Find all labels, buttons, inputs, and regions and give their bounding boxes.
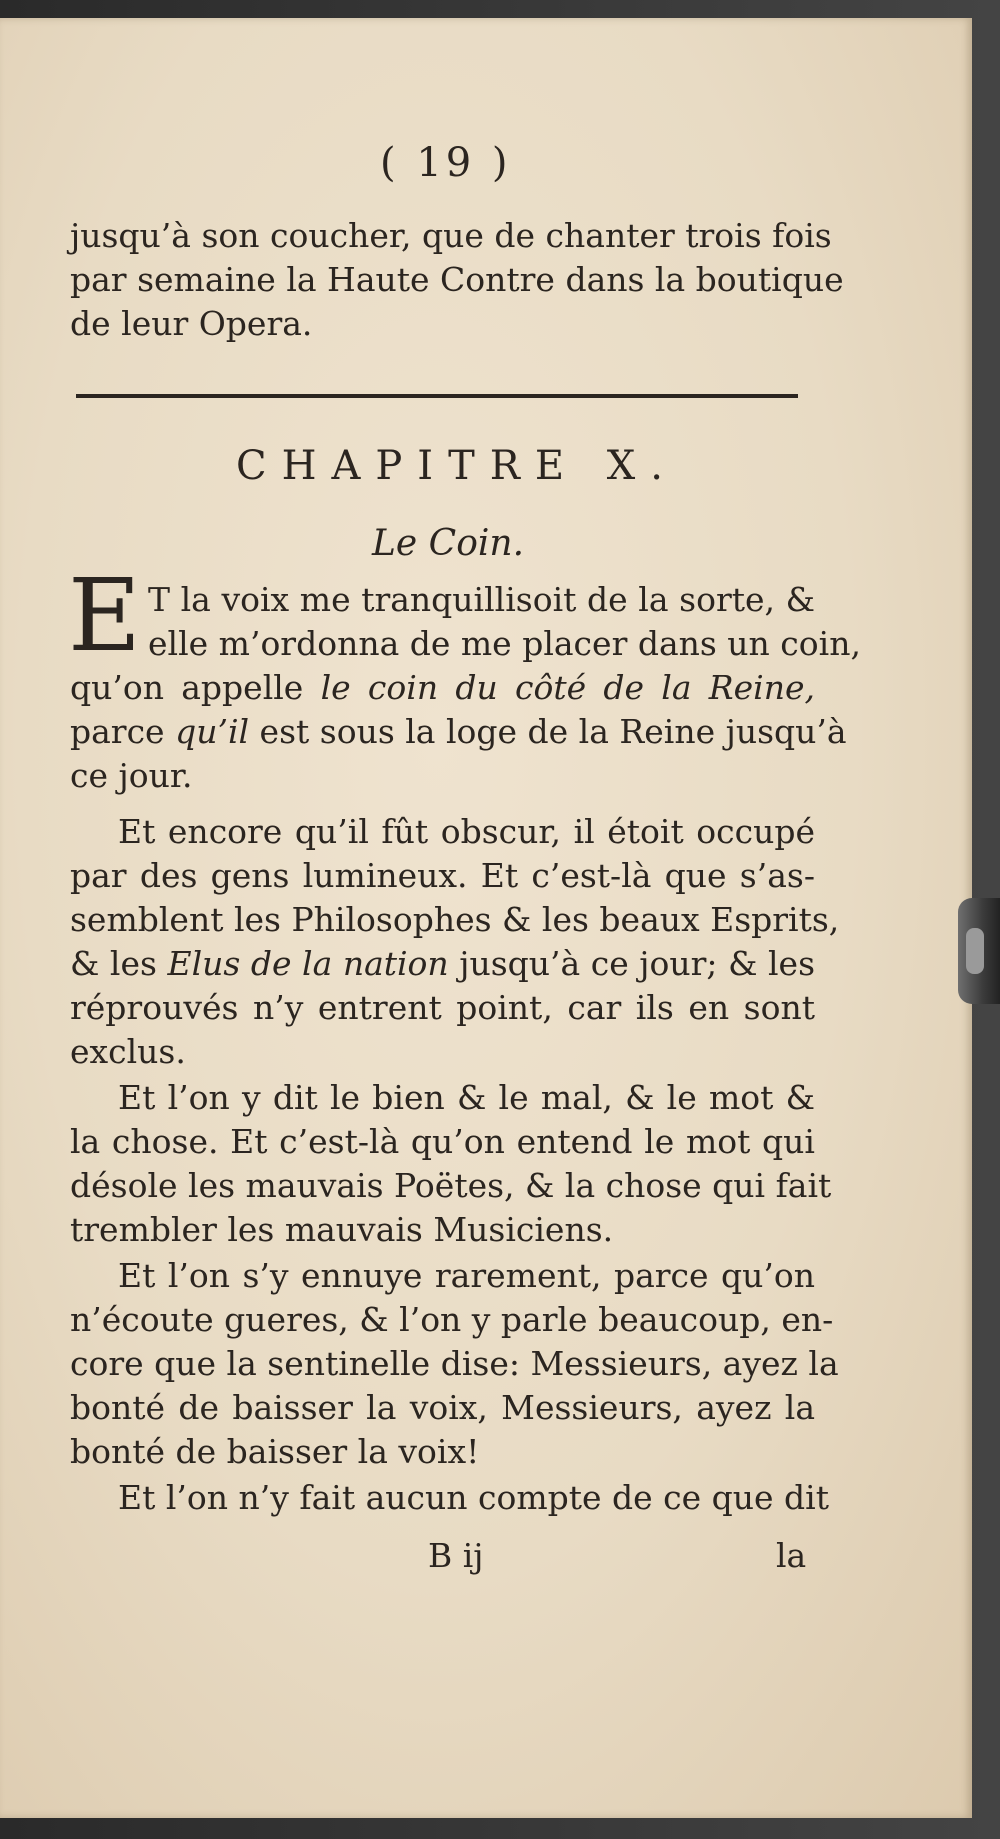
text-line: Et encore qu’il fût obscur, il étoit occupé — [118, 812, 815, 851]
text-line: Et l’on n’y fait aucun compte de ce que dit — [118, 1478, 829, 1517]
page-number: ( 19 ) — [380, 140, 512, 186]
text-run: jusqu’à ce jour; & les — [448, 944, 815, 983]
paragraph-4 — [70, 1254, 839, 1474]
italic-run: qu’il — [175, 712, 250, 751]
text-run: & les — [70, 944, 168, 983]
text-line: désole les mauvais Poëtes, & la chose qui fait — [70, 1166, 832, 1205]
text-line: trembler les mauvais Musiciens. — [70, 1210, 614, 1249]
text-run: qu’on appelle — [70, 668, 321, 707]
catchword: la — [776, 1536, 807, 1575]
text-line: semblent les Philosophes & les beaux Esprits, — [70, 900, 840, 939]
paragraph-3 — [70, 1076, 832, 1252]
text-line: bonté de baisser la voix, Messieurs, ayez la — [70, 1388, 815, 1427]
chapter-title: CHAPITRE X. — [236, 443, 678, 489]
text-line: ce jour. — [70, 756, 193, 795]
italic-run: le coin du côté de la Reine, — [320, 668, 815, 707]
paragraph-1 — [70, 578, 861, 798]
text-line — [70, 710, 847, 754]
chapter-subtitle: Le Coin. — [372, 523, 525, 564]
text-line: n’écoute gueres, & l’on y parle beaucoup, en- — [70, 1300, 834, 1339]
text-line: core que la sentinelle dise: Messieurs, ayez la — [70, 1344, 839, 1383]
text-line — [70, 666, 815, 710]
text-line: réprouvés n’y entrent point, car ils en sont — [70, 988, 815, 1027]
text-line: par des gens lumineux. Et c’est-là que s’as- — [70, 856, 815, 895]
binder-clip — [958, 898, 1000, 1004]
text-run: parce — [70, 712, 176, 751]
drop-cap: E — [68, 557, 141, 674]
text-line: Et l’on y dit le bien & le mal, & le mot & — [118, 1078, 815, 1117]
text-line: bonté de baisser la voix! — [70, 1432, 480, 1471]
paragraph-2 — [70, 810, 840, 1074]
text-line: la chose. Et c’est-là qu’on entend le mot qui — [70, 1122, 815, 1161]
text-line: par semaine la Haute Contre dans la boutique — [70, 260, 844, 299]
signature-mark: B ij — [428, 1536, 484, 1575]
italic-run: Elus de la nation — [167, 944, 449, 983]
text-line: T la voix me tranquillisoit de la sorte, & — [148, 580, 815, 619]
paragraph-5 — [70, 1476, 829, 1520]
text-line: de leur Opera. — [70, 304, 313, 343]
clip-highlight — [966, 928, 984, 974]
text-line: exclus. — [70, 1032, 186, 1071]
top-text-block — [70, 214, 844, 346]
text-line: jusqu’à son coucher, que de chanter trois fois — [70, 216, 832, 255]
section-rule — [76, 394, 798, 398]
book-page — [0, 18, 972, 1818]
text-run: est sous la loge de la Reine jusqu’à — [249, 712, 847, 751]
text-line — [70, 942, 815, 986]
text-line: elle m’ordonna de me placer dans un coin, — [148, 624, 861, 663]
text-line: Et l’on s’y ennuye rarement, parce qu’on — [118, 1256, 815, 1295]
